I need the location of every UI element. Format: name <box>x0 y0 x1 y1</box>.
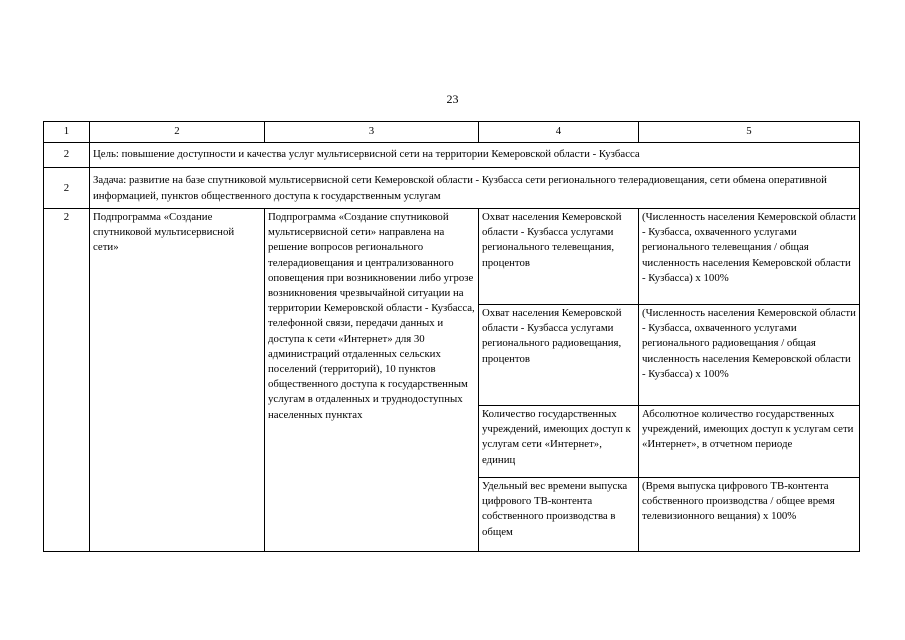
indicator-formula: (Численность населения Кемеровской области - Кузбасса, охваченного услугами регионального телевещания / общая численность населения Кемеровской области - Кузбасса) x 100% <box>639 209 860 305</box>
header-cell-3: 3 <box>265 122 479 143</box>
page-number: 23 <box>446 92 459 106</box>
indicator-formula: Абсолютное количество государственных учреждений, имеющих доступ к услугам сети «Интернет», в отчетном периоде <box>639 406 860 478</box>
indicator-name: Количество государственных учреждений, имеющих доступ к услугам сети «Интернет», единиц <box>479 406 639 478</box>
column-number-header-row <box>44 122 860 143</box>
goal-text: Цель: повышение доступности и качества услуг мультисервисной сети на территории Кемеровской области - Кузбасса <box>90 143 860 168</box>
task-text: Задача: развитие на базе спутниковой мультисервисной сети Кемеровской области - Кузбасса сети регионального телерадиовещания, сети обмена оперативной информацией, пунктов общественного доступа к государственным услугам <box>90 168 860 209</box>
subprogram-description: Подпрограмма «Создание спутниковой мультисервисной сети» направлена на решение вопросов регионального телерадиовещания и централизованного оповещения при возникновении либо угрозе возникновения чрезвычайной ситуации на территории Кемеровской области - Кузбасса, телефонной связи, передачи данных и доступа к сети «Интернет» для 30 администраций отдаленных сельских поселений (территорий), 10 пунктов общественного доступа к государственным услугам в отдаленных и труднодоступных населенных пунктах <box>265 209 479 552</box>
indicator-formula: (Численность населения Кемеровской области - Кузбасса, охваченного услугами регионального радиовещания / общая численность населения Кемеровской области - Кузбасса) x 100% <box>639 305 860 406</box>
task-row <box>44 168 860 209</box>
header-cell-5: 5 <box>639 122 860 143</box>
indicator-name: Охват населения Кемеровской области - Кузбасса услугами регионального радиовещания, процентов <box>479 305 639 406</box>
indicator-name: Охват населения Кемеровской области - Кузбасса услугами регионального телевещания, процентов <box>479 209 639 305</box>
header-cell-1: 1 <box>44 122 90 143</box>
subprogram-name: Подпрограмма «Создание спутниковой мультисервисной сети» <box>90 209 265 552</box>
table-row <box>44 209 860 305</box>
goal-row-number: 2 <box>44 143 90 168</box>
header-cell-2: 2 <box>90 122 265 143</box>
task-row-number: 2 <box>44 168 90 209</box>
indicator-formula: (Время выпуска цифрового ТВ-контента собственного производства / общее время телевизионного вещания) x 100% <box>639 478 860 552</box>
program-indicators-table <box>43 121 860 552</box>
goal-row <box>44 143 860 168</box>
program-row-number: 2 <box>44 209 90 552</box>
header-cell-4: 4 <box>479 122 639 143</box>
indicator-name: Удельный вес времени выпуска цифрового ТВ-контента собственного производства в общем <box>479 478 639 552</box>
